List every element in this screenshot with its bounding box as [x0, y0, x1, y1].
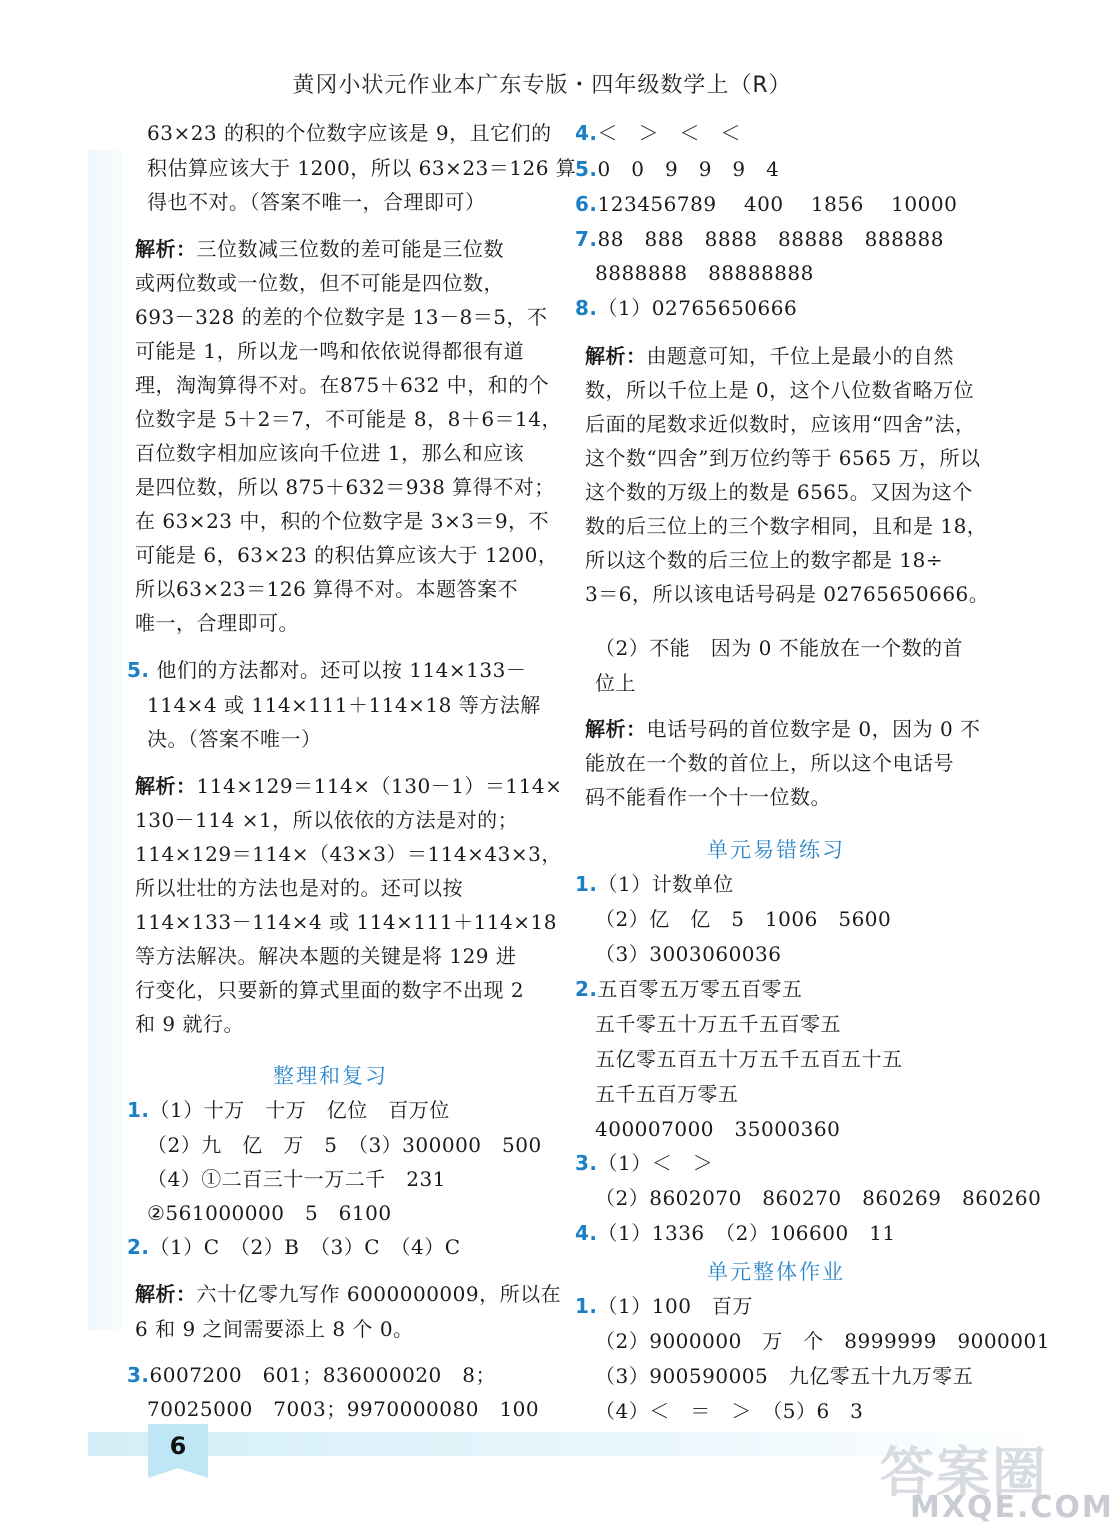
analysis-text: 3＝6，所以该电话号码是 02765650666。: [585, 582, 990, 606]
analysis-text: 六十亿零九写作 6000000009，所以在: [196, 1282, 562, 1306]
answer-text: （1）100 百万: [597, 1294, 753, 1318]
answer-text: （1）1336 （2）106600 11: [597, 1221, 896, 1245]
analysis-text: 能放在一个数的首位上，所以这个电话号: [585, 751, 954, 775]
question-number: 4.: [575, 1221, 598, 1245]
question-number: 3.: [575, 1151, 598, 1175]
analysis-text: 130－114 ×1，所以依依的方法是对的；: [135, 808, 519, 832]
watermark-text: 答案圈: [880, 1441, 1048, 1504]
analysis-label: 解析：: [135, 237, 197, 261]
analysis-text: 数的后三位上的三个数字相同，且和是 18，: [585, 514, 988, 538]
question-number: 1.: [127, 1098, 150, 1122]
answer-text: 70025000 7003；9970000080 100: [147, 1397, 540, 1421]
answer-text: （2）8602070 860270 860269 860260: [595, 1186, 1042, 1210]
question-number: 2.: [127, 1235, 150, 1259]
answer-text: 8888888 88888888: [595, 261, 814, 285]
answer-text: （2）不能 因为 0 不能放在一个数的首: [595, 636, 964, 660]
analysis-text: 唯一，合理即可。: [135, 611, 299, 635]
analysis-text: 后面的尾数求近似数时，应该用“四舍”法，: [585, 412, 976, 436]
analysis-text: 这个数的万级上的数是 6565。又因为这个: [585, 480, 973, 504]
answer-text: 得也不对。（答案不唯一，合理即可）: [147, 190, 486, 214]
question-number: 1.: [575, 872, 598, 896]
watermark-url: MXQE.COM: [910, 1490, 1114, 1525]
answer-text: 位上: [595, 671, 636, 695]
analysis-text: 行变化，只要新的算式里面的数字不出现 2: [135, 978, 525, 1002]
analysis-label: 解析：: [585, 717, 647, 741]
question-number: 5.: [575, 157, 598, 181]
section-title: 单元整体作业: [707, 1260, 845, 1284]
answer-text: （1）C （2）B （3）C （4）C: [149, 1235, 461, 1259]
section-title: 单元易错练习: [707, 838, 845, 862]
analysis-text: 6 和 9 之间需要添上 8 个 0。: [135, 1317, 414, 1341]
analysis-text: 这个数“四舍”到万位约等于 6565 万，所以: [585, 446, 981, 470]
analysis-text: 所以这个数的后三位上的数字都是 18÷: [585, 548, 944, 572]
section-title: 整理和复习: [273, 1064, 388, 1088]
answer-text: 114×4 或 114×111＋114×18 等方法解: [147, 693, 541, 717]
answer-text: ②561000000 5 6100: [147, 1201, 392, 1225]
answer-text: ＜ ＞ ＜ ＜: [597, 121, 742, 145]
analysis-text: 所以壮壮的方法也是对的。还可以按: [135, 876, 463, 900]
watermark-logo: [880, 1430, 1114, 1530]
answer-text: （4）＜ ＝ ＞ （5）6 3: [595, 1399, 864, 1423]
analysis-text: 由题意可知，千位上是最小的自然: [646, 344, 954, 368]
question-number: 3.: [127, 1363, 150, 1387]
answer-text: 五千零五十万五千五百零五: [595, 1012, 841, 1036]
answer-text: 6007200 601；836000020 8；: [149, 1363, 497, 1387]
analysis-text: 百位数字相加应该向千位进 1，那么和应该: [135, 441, 525, 465]
question-number: 5.: [127, 658, 150, 682]
analysis-text: 所以63×23＝126 算得不对。本题答案不: [135, 577, 519, 601]
answer-text: （2）九 亿 万 5 （3）300000 500: [147, 1133, 542, 1157]
answer-text: （1）＜ ＞: [597, 1151, 714, 1175]
question-number: 2.: [575, 977, 598, 1001]
analysis-text: 114×129＝114×（43×3）＝114×43×3，: [135, 842, 562, 866]
answer-text: 0 0 9 9 9 4: [597, 157, 780, 181]
answer-text: （3）3003060036: [595, 942, 782, 966]
question-number: 6.: [575, 192, 598, 216]
answer-text: （1）十万 十万 亿位 百万位: [149, 1098, 450, 1122]
answer-text: （2）9000000 万 个 8999999 9000001: [595, 1329, 1050, 1353]
analysis-text: 可能是 6，63×23 的积估算应该大于 1200，: [135, 543, 559, 567]
page-header: 黄冈小状元作业本广东专版・四年级数学上（R）: [292, 73, 792, 98]
answer-text: （1）02765650666: [597, 296, 798, 320]
analysis-label: 解析：: [135, 774, 197, 798]
answer-text: 积估算应该大于 1200，所以 63×23＝126 算: [147, 156, 577, 180]
analysis-text: 等方法解决。解决本题的关键是将 129 进: [135, 944, 517, 968]
left-margin-band: [88, 150, 122, 1330]
question-number: 1.: [575, 1294, 598, 1318]
answer-text: 他们的方法都对。还可以按 114×133－: [156, 658, 527, 682]
analysis-text: 或两位数或一位数，但不可能是四位数，: [135, 271, 504, 295]
analysis-text: 114×133－114×4 或 114×111＋114×18: [135, 910, 557, 934]
answer-text: 五千五百万零五: [595, 1082, 739, 1106]
question-number: 7.: [575, 227, 598, 251]
analysis-text: 码不能看作一个十一位数。: [585, 785, 831, 809]
analysis-text: 在 63×23 中，积的个位数字是 3×3＝9，不: [135, 509, 550, 533]
analysis-text: 可能是 1，所以龙一鸣和依依说得都很有道: [135, 339, 525, 363]
answer-text: 五亿零五百五十万五千五百五十五: [595, 1047, 903, 1071]
answer-text: 88 888 8888 88888 888888: [597, 227, 945, 251]
answer-text: （4）①二百三十一万二千 231: [147, 1167, 446, 1191]
analysis-text: 三位数减三位数的差可能是三位数: [196, 237, 504, 261]
answer-text: （3）900590005 九亿零五十九万零五: [595, 1364, 974, 1388]
analysis-label: 解析：: [135, 1282, 197, 1306]
answer-text: 400007000 35000360: [595, 1117, 841, 1141]
answer-text: （2）亿 亿 5 1006 5600: [595, 907, 892, 931]
page-number: 6: [169, 1432, 187, 1460]
question-number: 8.: [575, 296, 598, 320]
answer-text: 63×23 的积的个位数字应该是 9，且它们的: [147, 121, 552, 145]
answer-text: 123456789 400 1856 10000: [597, 192, 958, 216]
answer-text: 决。（答案不唯一）: [147, 727, 322, 751]
analysis-text: 114×129＝114×（130－1）＝114×: [196, 774, 563, 798]
question-number: 4.: [575, 121, 598, 145]
analysis-text: 电话号码的首位数字是 0，因为 0 不: [646, 717, 981, 741]
analysis-text: 位数字是 5＋2＝7，不可能是 8，8＋6＝14，: [135, 407, 563, 431]
analysis-text: 是四位数，所以 875＋632＝938 算得不对；: [135, 475, 555, 499]
analysis-text: 理，淘淘算得不对。在875＋632 中，和的个: [135, 373, 550, 397]
answer-text: 五百零五万零五百零五: [597, 977, 803, 1001]
analysis-text: 693－328 的差的个位数字是 13－8＝5，不: [135, 305, 548, 329]
analysis-label: 解析：: [585, 344, 647, 368]
analysis-text: 和 9 就行。: [135, 1012, 244, 1036]
answer-text: （1）计数单位: [597, 872, 734, 896]
analysis-text: 数，所以千位上是 0，这个八位数省略万位: [585, 378, 975, 402]
